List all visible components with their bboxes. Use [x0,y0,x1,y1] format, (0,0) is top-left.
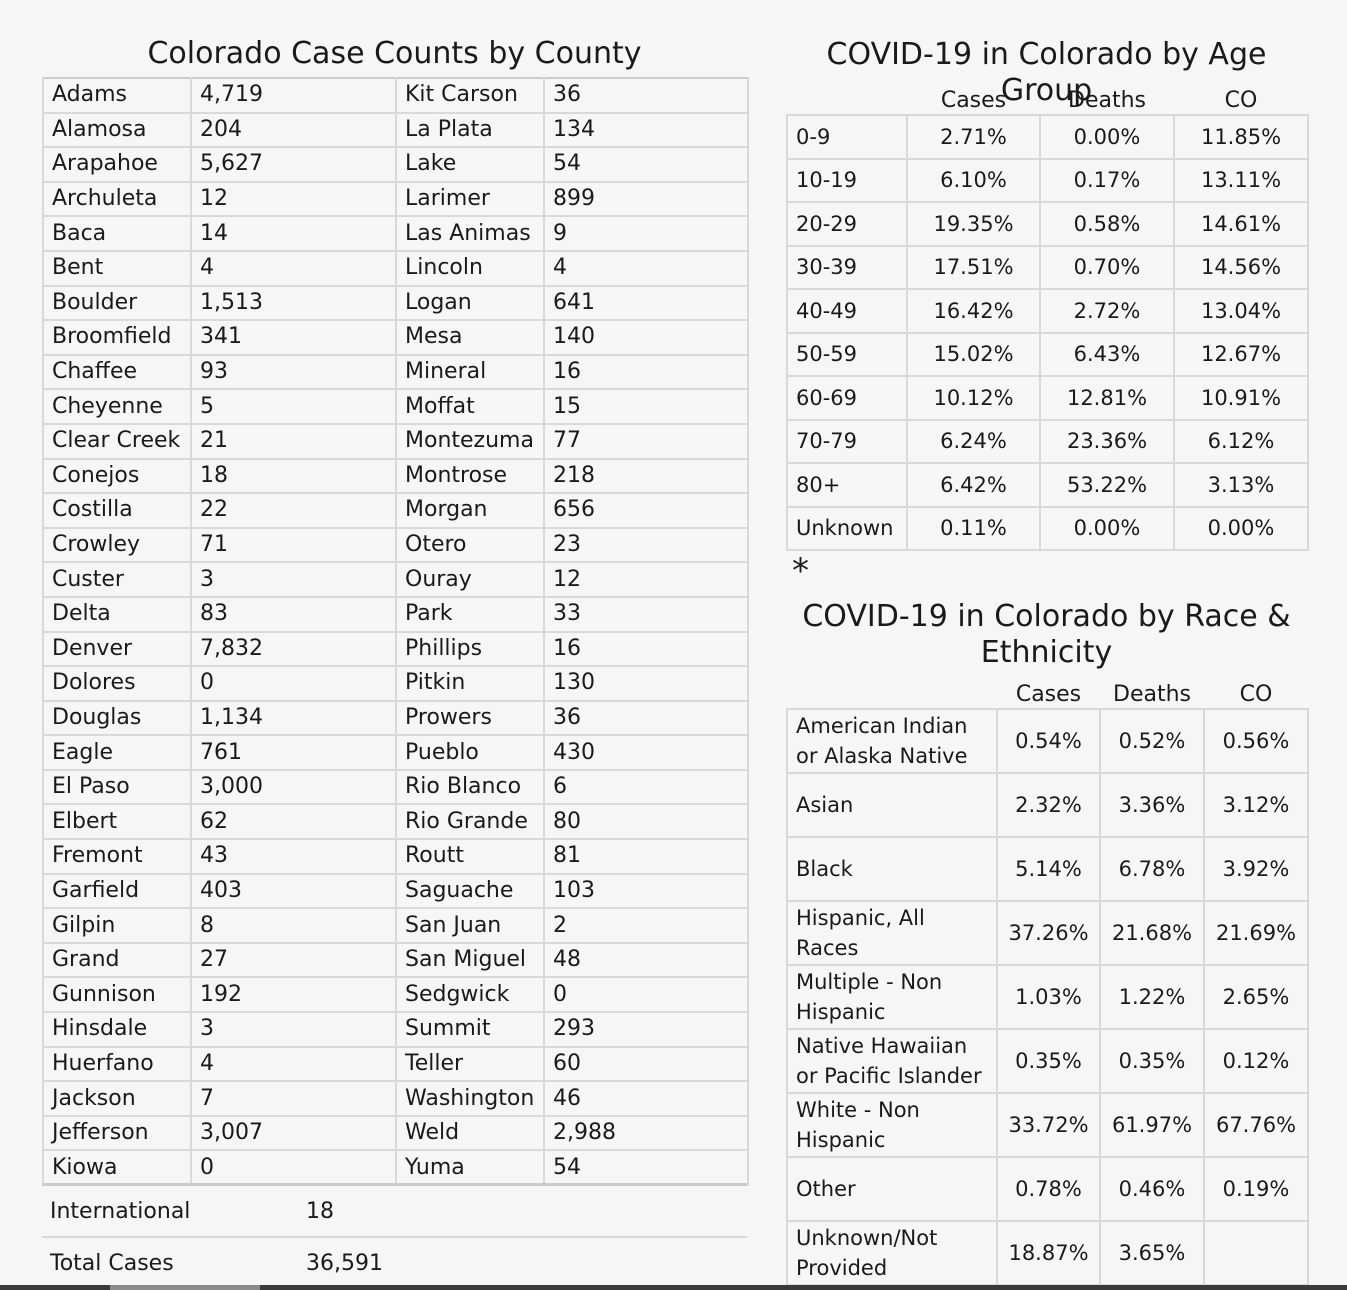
scrollbar-thumb[interactable] [110,1285,260,1290]
co-percent: 21.69% [1204,901,1308,965]
deaths-percent: 53.22% [1040,463,1174,507]
cases-percent: 17.51% [907,246,1040,290]
age-group-label: 40-49 [787,289,907,333]
summary-label: International [42,1185,298,1238]
county-name: Costilla [43,493,191,528]
cases-percent: 0.54% [997,709,1100,773]
co-percent: 3.12% [1204,773,1308,837]
county-count: 5,627 [191,147,396,182]
race-group-label: Hispanic, All Races [787,901,997,965]
county-summary-table [42,1183,747,1290]
county-count: 14 [191,216,396,251]
race-ethnicity-table [786,680,1309,1286]
table-row [787,1029,1308,1093]
county-name: Saguache [396,874,544,909]
county-name: Yuma [396,1150,544,1185]
age-column-header: CO [1224,87,1258,113]
county-count: 54 [544,147,748,182]
race-column-header: Deaths [1113,681,1191,707]
county-count: 7 [191,1081,396,1116]
cases-percent: 37.26% [997,901,1100,965]
county-count: 134 [544,113,748,148]
county-name: Weld [396,1116,544,1151]
county-count: 54 [544,1150,748,1185]
table-row [787,1157,1308,1221]
county-name: Delta [43,597,191,632]
county-name: San Juan [396,908,544,943]
cases-percent: 6.24% [907,420,1040,464]
county-name: Otero [396,528,544,563]
county-name: Hinsdale [43,1012,191,1047]
cases-percent: 18.87% [997,1221,1100,1285]
table-row [43,770,748,805]
county-name: Jackson [43,1081,191,1116]
county-count: 656 [544,493,748,528]
table-row [787,901,1308,965]
county-name: Sedgwick [396,977,544,1012]
age-column-header: Cases [940,87,1007,113]
county-name: San Miguel [396,943,544,978]
county-count: 23 [544,528,748,563]
county-name: Crowley [43,528,191,563]
county-count: 140 [544,320,748,355]
county-count: 4,719 [191,78,396,113]
co-percent: 10.91% [1174,376,1308,420]
deaths-percent: 0.17% [1040,159,1174,203]
race-column-header: CO [1239,681,1273,707]
county-name: Adams [43,78,191,113]
county-count: 22 [191,493,396,528]
county-count: 3 [191,562,396,597]
cases-percent: 0.11% [907,507,1040,551]
county-count: 430 [544,735,748,770]
cases-percent: 6.42% [907,463,1040,507]
county-cases-table [42,77,749,1186]
table-row [43,355,748,390]
table-row [43,874,748,909]
county-count: 36 [544,701,748,736]
co-percent: 14.61% [1174,202,1308,246]
table-row [43,147,748,182]
cases-percent: 0.78% [997,1157,1100,1221]
table-row [787,202,1308,246]
co-percent: 67.76% [1204,1093,1308,1157]
race-group-label: American Indian or Alaska Native [787,709,997,773]
county-count: 8 [191,908,396,943]
county-count: 218 [544,459,748,494]
race-table-title [786,599,1307,671]
table-row [43,1116,748,1151]
county-count: 12 [191,182,396,217]
age-group-label: 30-39 [787,246,907,290]
county-count: 0 [191,666,396,701]
co-percent: 3.13% [1174,463,1308,507]
county-name: Kiowa [43,1150,191,1185]
table-row [43,839,748,874]
county-count: 16 [544,632,748,667]
county-count: 18 [191,459,396,494]
deaths-percent: 0.46% [1100,1157,1204,1221]
county-count: 761 [191,735,396,770]
age-group-label: 80+ [787,463,907,507]
county-count: 403 [191,874,396,909]
race-group-label: Other [787,1157,997,1221]
table-row [43,735,748,770]
county-count: 7,832 [191,632,396,667]
co-percent: 3.92% [1204,837,1308,901]
co-percent: 13.04% [1174,289,1308,333]
county-name: Mesa [396,320,544,355]
table-row [43,320,748,355]
table-row [787,115,1308,159]
county-name: Jefferson [43,1116,191,1151]
deaths-percent: 6.78% [1100,837,1204,901]
table-row [43,182,748,217]
county-count: 36 [544,78,748,113]
county-name: Gilpin [43,908,191,943]
county-count: 4 [544,251,748,286]
race-group-label: Asian [787,773,997,837]
table-row [787,463,1308,507]
county-count: 3,007 [191,1116,396,1151]
county-name: Douglas [43,701,191,736]
deaths-percent: 6.43% [1040,333,1174,377]
county-name: Lake [396,147,544,182]
co-percent: 13.11% [1174,159,1308,203]
county-name: Fremont [43,839,191,874]
county-name: Eagle [43,735,191,770]
county-name: Denver [43,632,191,667]
county-name: Washington [396,1081,544,1116]
county-name: Montezuma [396,424,544,459]
county-name: Broomfield [43,320,191,355]
county-name: Summit [396,1012,544,1047]
deaths-percent: 61.97% [1100,1093,1204,1157]
county-name: Park [396,597,544,632]
co-percent: 2.65% [1204,965,1308,1029]
table-row [787,1221,1308,1285]
table-row [787,709,1308,773]
county-count: 2 [544,908,748,943]
table-row [43,216,748,251]
county-name: Garfield [43,874,191,909]
age-group-label: 70-79 [787,420,907,464]
county-count: 6 [544,770,748,805]
county-count: 641 [544,286,748,321]
table-row [43,632,748,667]
county-count: 0 [191,1150,396,1185]
county-count: 103 [544,874,748,909]
summary-value: 18 [298,1185,747,1238]
county-count: 43 [191,839,396,874]
footnote-asterisk: * [792,551,809,591]
race-column-header [787,680,997,709]
county-count: 33 [544,597,748,632]
county-name: Alamosa [43,113,191,148]
table-row [43,286,748,321]
county-name: Phillips [396,632,544,667]
table-row [42,1185,747,1238]
county-count: 71 [191,528,396,563]
county-name: Pueblo [396,735,544,770]
county-count: 3 [191,1012,396,1047]
county-name: Rio Blanco [396,770,544,805]
horizontal-scrollbar[interactable] [0,1285,1347,1290]
cases-percent: 2.71% [907,115,1040,159]
co-percent: 0.00% [1174,507,1308,551]
co-percent: 11.85% [1174,115,1308,159]
table-row [43,977,748,1012]
table-row [43,493,748,528]
deaths-percent: 0.00% [1040,115,1174,159]
age-group-label: 50-59 [787,333,907,377]
table-row [787,773,1308,837]
county-count: 341 [191,320,396,355]
age-group-label: 0-9 [787,115,907,159]
county-name: Morgan [396,493,544,528]
cases-percent: 5.14% [997,837,1100,901]
county-count: 0 [544,977,748,1012]
county-name: Teller [396,1047,544,1082]
county-name: Grand [43,943,191,978]
race-group-label: Native Hawaiian or Pacific Islander [787,1029,997,1093]
county-count: 80 [544,804,748,839]
deaths-percent: 2.72% [1040,289,1174,333]
county-count: 77 [544,424,748,459]
age-column-header [787,86,907,115]
table-row [43,1150,748,1185]
cases-percent: 2.32% [997,773,1100,837]
county-count: 46 [544,1081,748,1116]
county-name: Baca [43,216,191,251]
co-percent: 0.19% [1204,1157,1308,1221]
age-table-title: COVID-19 in Colorado by Age Group [826,37,1267,108]
table-row [787,420,1308,464]
table-row [43,666,748,701]
county-count: 21 [191,424,396,459]
county-name: Dolores [43,666,191,701]
deaths-percent: 0.52% [1100,709,1204,773]
table-row [787,965,1308,1029]
co-percent: 12.67% [1174,333,1308,377]
deaths-percent: 3.65% [1100,1221,1204,1285]
county-count: 15 [544,389,748,424]
table-row [787,1093,1308,1157]
table-row [43,1012,748,1047]
cases-percent: 6.10% [907,159,1040,203]
county-count: 3,000 [191,770,396,805]
table-row [787,289,1308,333]
deaths-percent: 0.35% [1100,1029,1204,1093]
age-group-label: Unknown [787,507,907,551]
county-count: 2,988 [544,1116,748,1151]
county-name: Ouray [396,562,544,597]
county-count: 1,134 [191,701,396,736]
county-count: 4 [191,251,396,286]
summary-label: Total Cases [42,1237,298,1289]
deaths-percent: 1.22% [1100,965,1204,1029]
table-row [43,424,748,459]
co-percent: 0.56% [1204,709,1308,773]
county-name: Chaffee [43,355,191,390]
county-name: Mineral [396,355,544,390]
county-count: 130 [544,666,748,701]
county-name: Larimer [396,182,544,217]
table-row [43,113,748,148]
county-name: Huerfano [43,1047,191,1082]
county-name: Elbert [43,804,191,839]
race-title-line1: COVID-19 in Colorado by Race & [802,599,1291,634]
county-name: Conejos [43,459,191,494]
county-count: 62 [191,804,396,839]
table-row [43,701,748,736]
county-name: Las Animas [396,216,544,251]
deaths-percent: 23.36% [1040,420,1174,464]
county-table-title: Colorado Case Counts by County [147,36,642,71]
cases-percent: 19.35% [907,202,1040,246]
county-name: Bent [43,251,191,286]
county-name: Rio Grande [396,804,544,839]
cases-percent: 33.72% [997,1093,1100,1157]
summary-value: 36,591 [298,1237,747,1289]
co-percent [1204,1221,1308,1285]
county-name: Kit Carson [396,78,544,113]
county-count: 48 [544,943,748,978]
county-name: Moffat [396,389,544,424]
county-name: Prowers [396,701,544,736]
table-row [43,943,748,978]
county-name: Clear Creek [43,424,191,459]
deaths-percent: 3.36% [1100,773,1204,837]
race-group-label: Unknown/Not Provided [787,1221,997,1285]
deaths-percent: 12.81% [1040,376,1174,420]
table-row [43,597,748,632]
age-group-table [786,86,1309,551]
deaths-percent: 0.70% [1040,246,1174,290]
table-row [43,908,748,943]
county-name: Logan [396,286,544,321]
co-percent: 6.12% [1174,420,1308,464]
age-group-label: 60-69 [787,376,907,420]
county-count: 4 [191,1047,396,1082]
county-count: 60 [544,1047,748,1082]
race-group-label: Black [787,837,997,901]
table-row [43,78,748,113]
county-count: 204 [191,113,396,148]
county-count: 93 [191,355,396,390]
cases-percent: 0.35% [997,1029,1100,1093]
table-row [43,528,748,563]
county-name: Montrose [396,459,544,494]
cases-percent: 10.12% [907,376,1040,420]
co-percent: 0.12% [1204,1029,1308,1093]
table-row [42,1237,747,1289]
table-row [43,389,748,424]
county-name: El Paso [43,770,191,805]
county-name: Cheyenne [43,389,191,424]
race-group-label: Multiple - Non Hispanic [787,965,997,1029]
table-row [787,246,1308,290]
county-name: Arapahoe [43,147,191,182]
table-row [43,562,748,597]
race-group-label: White - Non Hispanic [787,1093,997,1157]
county-name: Archuleta [43,182,191,217]
county-count: 5 [191,389,396,424]
table-row [787,837,1308,901]
county-count: 1,513 [191,286,396,321]
county-count: 81 [544,839,748,874]
county-name: Lincoln [396,251,544,286]
table-row [43,1047,748,1082]
race-column-header: Cases [1015,681,1082,707]
county-count: 12 [544,562,748,597]
county-name: Custer [43,562,191,597]
county-name: Routt [396,839,544,874]
age-group-label: 20-29 [787,202,907,246]
county-count: 293 [544,1012,748,1047]
race-title-line2: Ethnicity [980,635,1113,670]
county-count: 83 [191,597,396,632]
county-name: Boulder [43,286,191,321]
county-name: Pitkin [396,666,544,701]
cases-percent: 1.03% [997,965,1100,1029]
county-count: 16 [544,355,748,390]
deaths-percent: 0.58% [1040,202,1174,246]
county-count: 27 [191,943,396,978]
table-row [43,1081,748,1116]
table-row [787,507,1308,551]
county-name: Gunnison [43,977,191,1012]
county-count: 899 [544,182,748,217]
table-row [787,376,1308,420]
county-name: La Plata [396,113,544,148]
co-percent: 14.56% [1174,246,1308,290]
county-count: 192 [191,977,396,1012]
table-row [787,333,1308,377]
county-count: 9 [544,216,748,251]
table-row [43,251,748,286]
age-group-label: 10-19 [787,159,907,203]
table-row [43,804,748,839]
table-row [787,159,1308,203]
cases-percent: 15.02% [907,333,1040,377]
deaths-percent: 21.68% [1100,901,1204,965]
table-row [43,459,748,494]
cases-percent: 16.42% [907,289,1040,333]
age-column-header: Deaths [1068,87,1146,113]
deaths-percent: 0.00% [1040,507,1174,551]
